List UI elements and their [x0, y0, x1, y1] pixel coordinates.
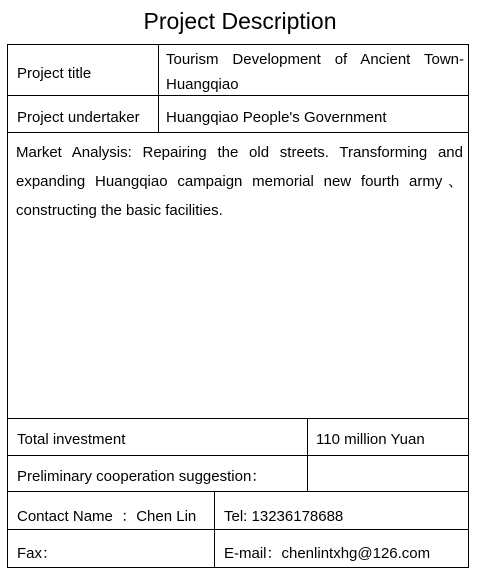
- project-title-value: Tourism Development of Ancient Town-Huangqiao: [166, 51, 464, 93]
- row-divider: [8, 491, 468, 492]
- total-investment-label: Total investment: [17, 431, 126, 448]
- contact-name: Contact Name ：Chen Lin: [17, 508, 197, 525]
- project-title-label: Project title: [17, 65, 92, 82]
- page-title: Project Description: [143, 8, 337, 34]
- undertaker-label: Project undertaker: [17, 109, 140, 126]
- email-address: E-mail：chenlintxhg@126.com: [224, 545, 431, 562]
- cooperation-suggestion-label: Preliminary cooperation suggestion：: [17, 468, 267, 485]
- row-divider: [8, 418, 468, 419]
- contact-tel: Tel: 13236178688: [224, 508, 344, 525]
- undertaker-value: Huangqiao People's Government: [166, 109, 387, 126]
- market-analysis-text: Market Analysis: Repairing the old streets. Transforming and expanding Huangqiao campaign memorial new fourth army、constructing the basic facilities.: [16, 144, 463, 219]
- fax-label: Fax：: [17, 545, 58, 562]
- row-divider: [8, 132, 468, 133]
- row-divider: [8, 455, 468, 456]
- total-investment-value: 110 million Yuan: [316, 431, 425, 448]
- project-form: [7, 44, 469, 568]
- row-divider: [8, 529, 468, 530]
- column-divider: [307, 418, 308, 491]
- column-divider: [158, 45, 159, 132]
- column-divider: [214, 491, 215, 567]
